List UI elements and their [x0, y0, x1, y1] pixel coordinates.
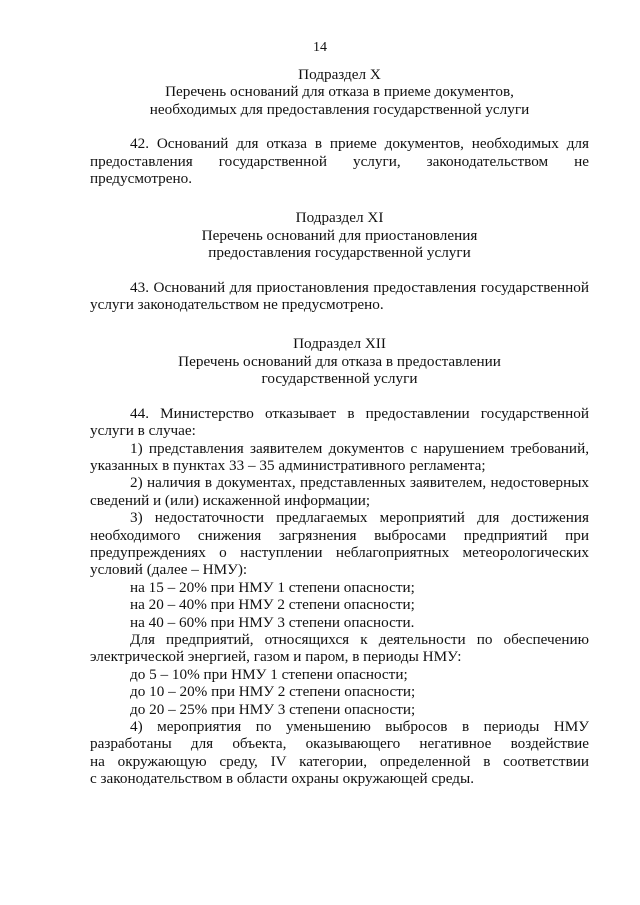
list-item-1-line: 1) представления заявителем документов с нарушением требований, [130, 439, 589, 457]
paragraph-line: услуги в случае: [90, 422, 196, 440]
paragraph-line: предусмотрено. [90, 170, 193, 188]
section-header-xi [90, 209, 589, 261]
section-header-x [90, 66, 589, 118]
subsection-label: Подраздел XII [293, 335, 386, 353]
section-title-line: государственной услуги [261, 370, 418, 388]
paragraph-line: 43. Оснований для приостановления предоставления государственной [130, 278, 589, 296]
energy-level-line: до 5 – 10% при НМУ 1 степени опасности; [130, 665, 408, 683]
energy-note-line: Для предприятий, относящихся к деятельности по обеспечению [130, 630, 589, 648]
paragraph-42 [90, 135, 589, 187]
paragraph-43 [90, 279, 589, 314]
list-item-4-line: разработаны для объекта, оказывающего негативное воздействие [90, 735, 589, 753]
list-item-2-line: сведений и (или) искаженной информации; [90, 491, 371, 509]
list-item-4-line: 4) мероприятия по уменьшению выбросов в периоды НМУ [130, 718, 589, 735]
section-title-line: Перечень оснований для отказа в предоставлении [178, 352, 501, 370]
energy-level-line: до 20 – 25% при НМУ 3 степени опасности; [130, 700, 416, 718]
reduction-level-line: на 20 – 40% при НМУ 2 степени опасности; [130, 596, 415, 614]
energy-level-line: до 10 – 20% при НМУ 2 степени опасности; [130, 683, 416, 701]
paragraph-line: предоставления государственной услуги, законодательством не [90, 152, 589, 170]
subsection-label: Подраздел XI [295, 209, 384, 227]
section-header-xii [90, 335, 589, 387]
paragraph-line: 42. Оснований для отказа в приеме документов, необходимых для [130, 135, 589, 153]
list-item-1-line: указанных в пунктах 33 – 35 административного регламента; [90, 456, 486, 474]
subsection-label: Подраздел X [298, 66, 381, 83]
reduction-level-line: на 15 – 20% при НМУ 1 степени опасности; [130, 578, 415, 596]
page-content [90, 66, 589, 788]
section-title-line: Перечень оснований для отказа в приеме документов, [165, 83, 514, 101]
list-item-4-line: с законодательством в области охраны окружающей среды. [90, 770, 474, 788]
paragraph-line: 44. Министерство отказывает в предоставлении государственной [130, 404, 589, 422]
section-title-line: Перечень оснований для приостановления [201, 226, 478, 244]
energy-note-line: электрической энергией, газом и паром, в периоды НМУ: [90, 648, 462, 666]
list-item-3-line: условий (далее – НМУ): [90, 561, 248, 579]
list-item-3-line: предупреждениях о наступлении неблагоприятных метеорологических [90, 543, 589, 561]
list-item-4-line: на окружающую среду, IV категории, определенной в соответствии [90, 752, 589, 770]
section-title-line: необходимых для предоставления государственной услуги [149, 100, 530, 118]
section-title-line: предоставления государственной услуги [208, 244, 471, 262]
list-item-3-line: необходимого снижения загрязнения выбросами предприятий при [90, 526, 589, 544]
list-item-3-line: 3) недостаточности предлагаемых мероприятий для достижения [130, 509, 589, 527]
list-item-2-line: 2) наличия в документах, представленных заявителем, недостоверных [130, 474, 589, 492]
reduction-level-line: на 40 – 60% при НМУ 3 степени опасности. [130, 613, 415, 631]
page-number: 14 [313, 40, 327, 55]
paragraph-44 [90, 405, 589, 788]
paragraph-line: услуги законодательством не предусмотрено. [90, 296, 384, 314]
